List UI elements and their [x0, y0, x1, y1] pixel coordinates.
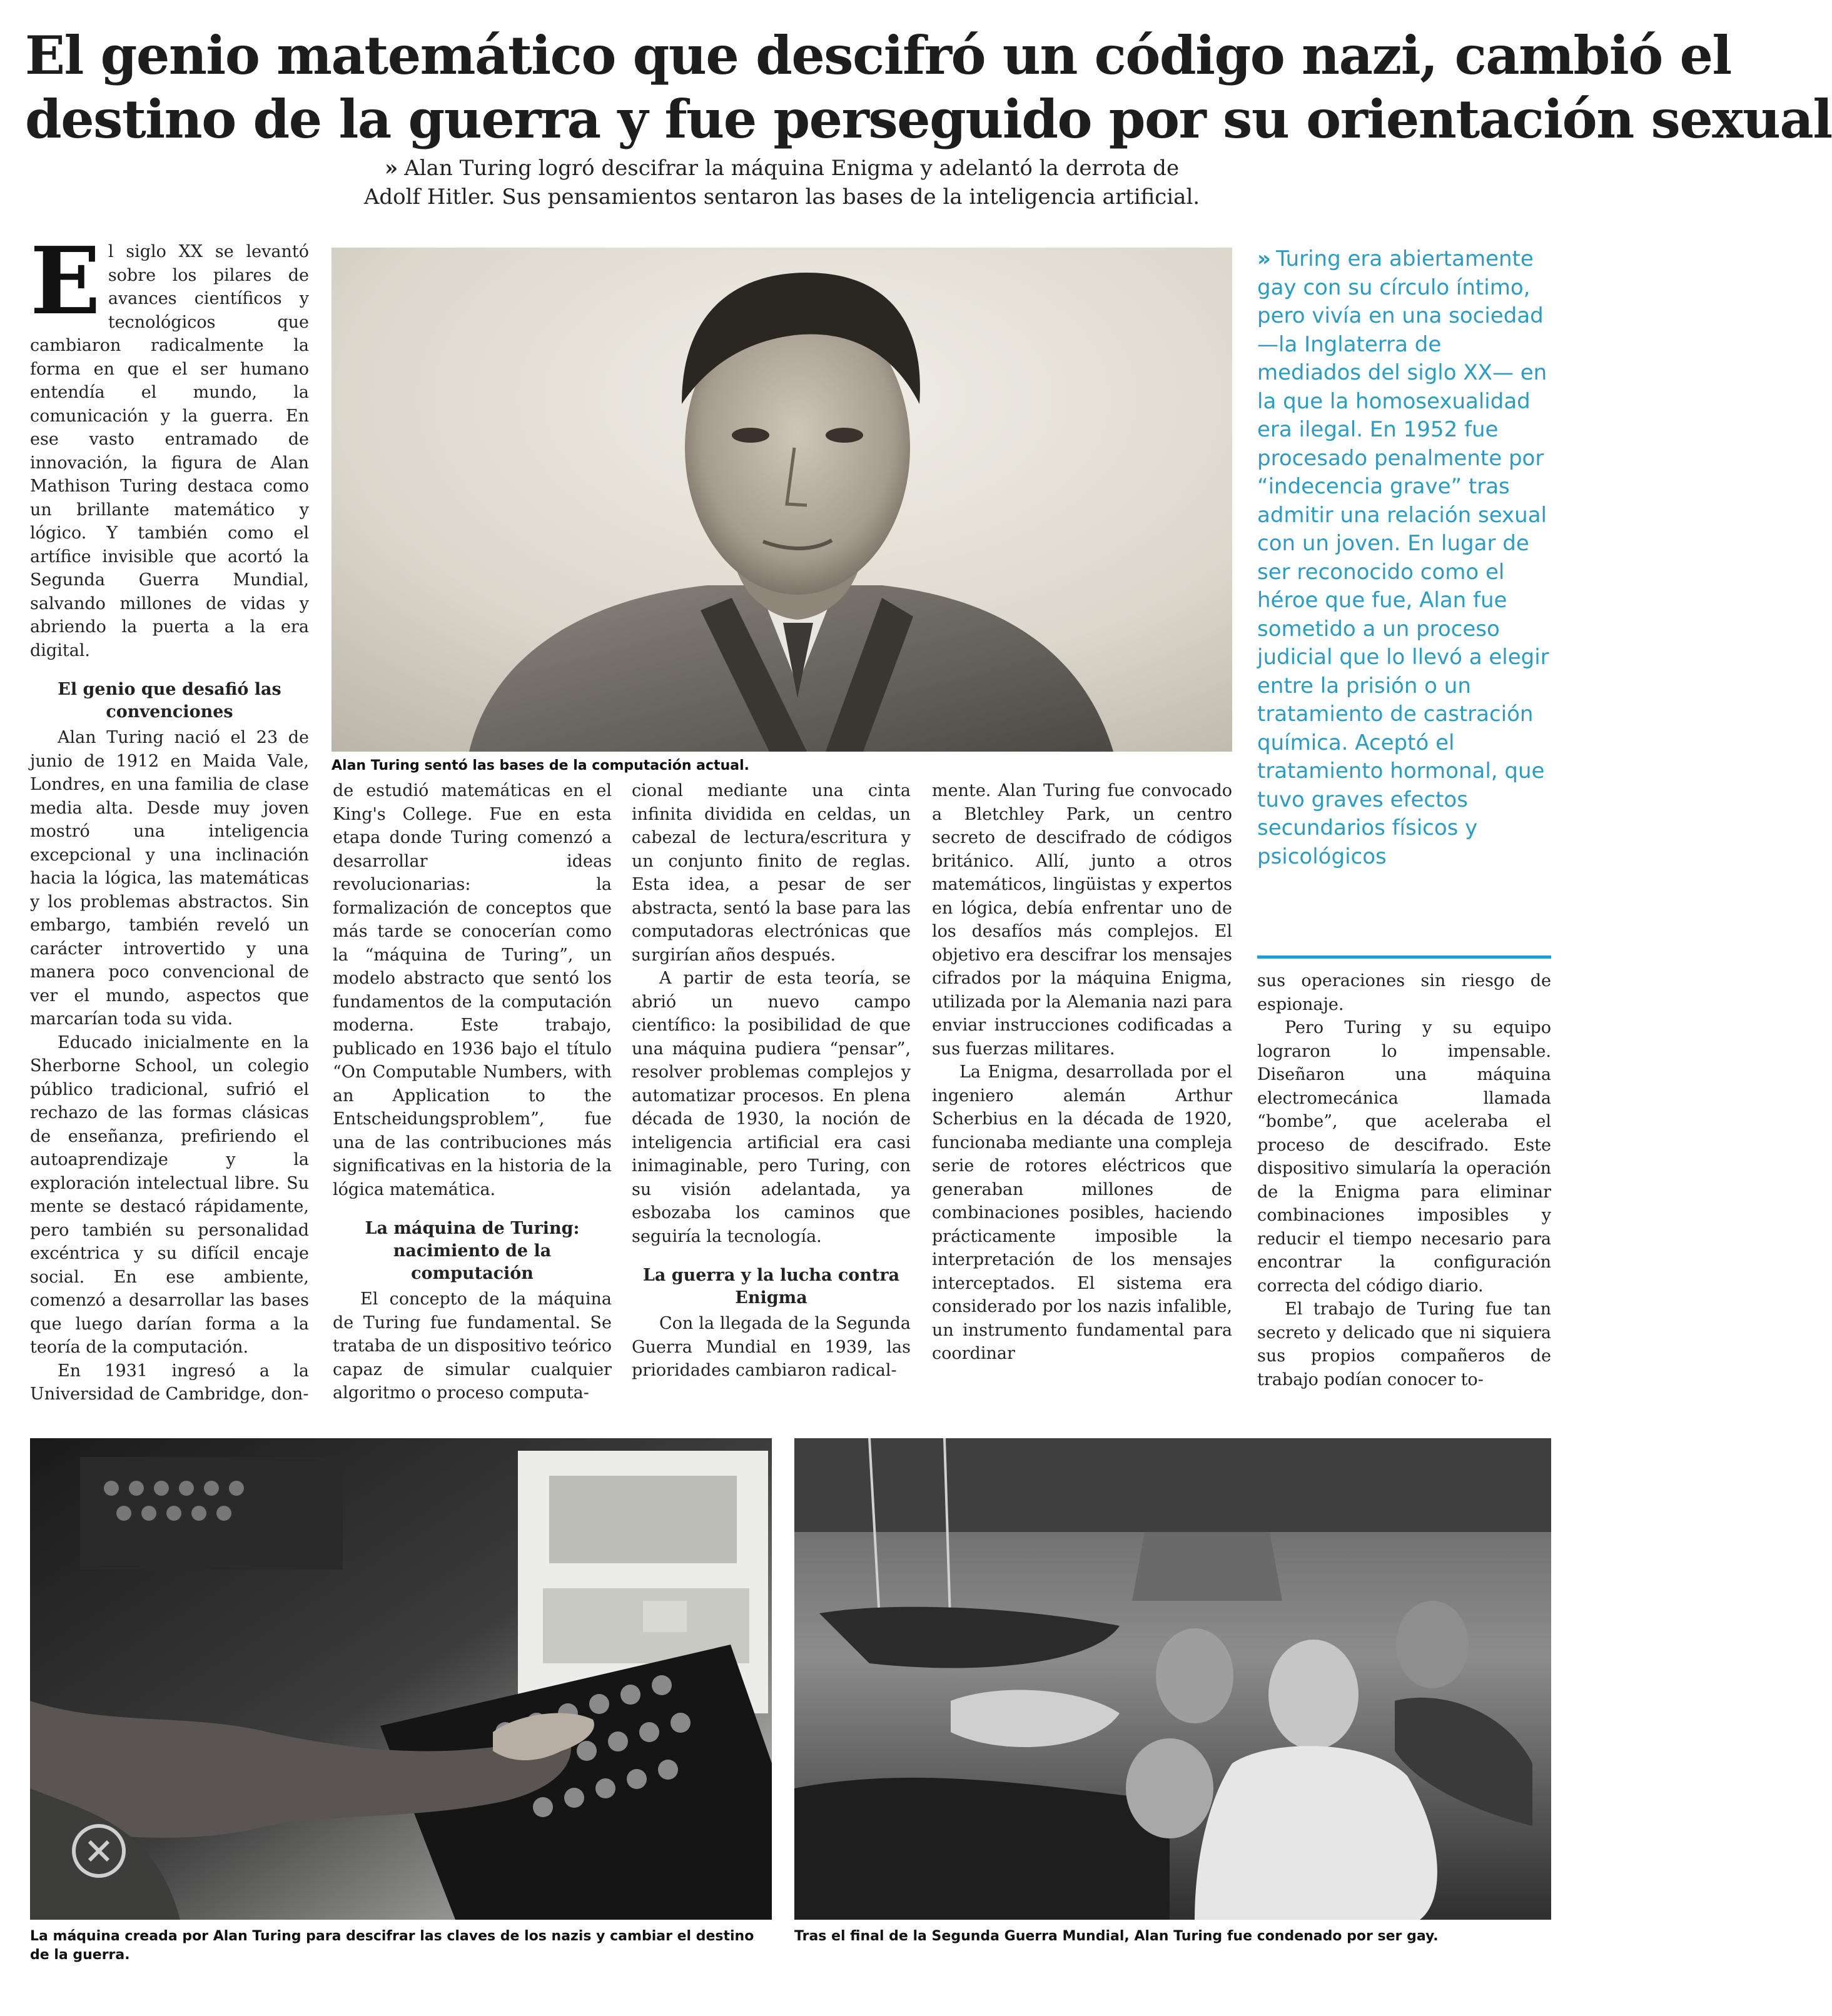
paragraph: Educado inicialmente en la Sherborne School, un colegio público tradicional, sufrió el rechazo de las formas clásicas de enseñanza, prefiriendo el autoaprendizaje y la exploración intelectual libre. Su mente se destacó rápidamente, pero también su personalidad excéntrica y su difícil encaje social. En ese ambiente, comenzó a desarrollar las bases que luego darían forma a la teoría de la computación. [30, 1032, 309, 1357]
subheading-maquina: La máquina de Turing: nacimiento de la computación [365, 1219, 580, 1283]
paragraph: Pero Turing y su equipo lograron lo impensable. Diseñaron una máquina electromecánica llamada “bombe”, que aceleraba el proceso de descifrado. Este dispositivo simularía la operación de la Enigma para eliminar combinaciones imposibles y reducir el tiempo necesario para encontrar la configuración correcta del código diario. [1257, 1018, 1551, 1296]
group-boats-image [794, 1438, 1551, 1920]
paragraph: de estudió matemáticas en el King's College. Fue en esta etapa donde Turing comenzó a desarrollar ideas revolucionarias: la formalización de conceptos que más tarde se conocerían como la “máquina de Turing”, un modelo abstracto que sentó los fundamentos de la computación moderna. Este trabajo, publicado en 1936 bajo el título “On Computable Numbers, with an Application to the Entscheidungsproblem”, fue una de las contribuciones más significativas en la historia de la lógica matemática. [333, 781, 612, 1199]
article-column-2 [333, 779, 612, 1426]
group-caption: Tras el final de la Segunda Guerra Mundial, Alan Turing fue condenado por ser gay. [794, 1928, 1439, 1944]
sidebar-divider [1257, 955, 1551, 959]
deck-line-2: Adolf Hitler. Sus pensamientos sentaron las bases de la inteligencia artificial. [363, 184, 1200, 209]
article-column-1 [30, 226, 309, 1426]
article-column-4 [932, 779, 1232, 1426]
chevron-double-right-icon: » [384, 156, 398, 181]
deck [188, 154, 1376, 211]
paragraph: En 1931 ingresó a la Universidad de Cambridge, don- [30, 1361, 309, 1404]
alan-turing-portrait-image [331, 248, 1232, 752]
paragraph: El trabajo de Turing fue tan secreto y delicado que ni siquiera sus propios compañeros de trabajo podían conocer to- [1257, 1299, 1551, 1389]
deck-line-1 [188, 154, 1376, 183]
group-photo [794, 1438, 1551, 1920]
sidebar-body: Turing era abiertamente gay con su círculo íntimo, pero vivía en una sociedad —la Inglaterra de mediados del siglo XX— en la que la homosexualidad era ilegal. En 1952 fue procesado penalmente por “indecencia grave” tras admitir una relación sexual con un joven. En lugar de ser reconocido como el héroe que fue, Alan fue sometido a un proceso judicial que lo llevó a elegir entre la prisión o un tratamiento de castración química. Aceptó el tratamiento hormonal, que tuvo graves efectos secundarios físicos y psicológicos [1257, 246, 1549, 869]
headline-line-1: El genio matemático que descifró un código nazi, cambió el [25, 24, 1731, 86]
subheading-genio: El genio que desafió las convenciones [58, 680, 281, 722]
drop-cap: E [30, 226, 101, 335]
paragraph: cional mediante una cinta infinita dividida en celdas, un cabezal de lectura/escritura y un conjunto finito de reglas. Esta idea, a pesar de ser abstracta, sentó la base para las computadoras electrónicas que surgirían años después. [632, 781, 911, 965]
sidebar-callout [1257, 245, 1551, 871]
paragraph: A partir de esta teoría, se abrió un nuevo campo científico: la posibilidad de que una máquina pudiera “pensar”, resolver problemas complejos y automatizar procesos. En plena década de 1930, la noción de inteligencia artificial era casi inimaginable, pero Turing, con su visión adelantada, ya esbozaba los caminos que seguiría la tecnología. [632, 969, 911, 1246]
headline [25, 24, 1832, 151]
intro-text: l siglo XX se levantó sobre los pilares de avances científicos y tecnológicos que cambiaron radicalmente la forma en que el ser humano entendía el mundo, la comunicación y la guerra. En ese vasto entramado de innovación, la figura de Alan Mathison Turing destaca como un brillante matemático y lógico. Y también como el artífice invisible que acortó la Segunda Guerra Mundial, salvando millones de vidas y abriendo la puerta a la era digital. [30, 242, 309, 660]
article-column-5 [1257, 969, 1551, 1426]
chevron-double-right-icon: » [1257, 246, 1271, 271]
paragraph: sus operaciones sin riesgo de espionaje. [1257, 971, 1551, 1014]
enigma-machine-image [30, 1438, 772, 1920]
enigma-photo [30, 1438, 772, 1920]
intro-paragraph [30, 226, 309, 662]
sidebar-text [1257, 245, 1551, 871]
portrait-photo [331, 248, 1232, 752]
paragraph: El concepto de la máquina de Turing fue fundamental. Se trataba de un dispositivo teórico capaz de simular cualquier algoritmo o proceso computa- [333, 1289, 612, 1403]
subheading-guerra: La guerra y la lucha contra Enigma [642, 1266, 900, 1308]
deck-text-1: Alan Turing logró descifrar la máquina Enigma y adelantó la derrota de [404, 156, 1180, 181]
portrait-caption: Alan Turing sentó las bases de la computación actual. [331, 758, 749, 774]
article-column-3 [632, 779, 911, 1426]
paragraph: mente. Alan Turing fue convocado a Bletchley Park, un centro secreto de descifrado de códigos británico. Allí, junto a otros matemáticos, lingüistas y expertos en lógica, debía enfrentar uno de los desafíos más complejos. El objetivo era descifrar los mensajes cifrados por la máquina Enigma, utilizada por la Alemania nazi para enviar instrucciones codificadas a sus fuerzas militares. [932, 781, 1232, 1059]
paragraph: Con la llegada de la Segunda Guerra Mundial en 1939, las prioridades cambiaron radical- [632, 1314, 911, 1380]
paragraph: La Enigma, desarrollada por el ingeniero alemán Arthur Scherbius en la década de 1920, funcionaba mediante una compleja serie de rotores eléctricos que generaban millones de combinaciones posibles, haciendo prácticamente imposible la interpretación de los mensajes interceptados. El sistema era considerado por los nazis infalible, un instrumento fundamental para coordinar [932, 1062, 1232, 1363]
headline-line-2: destino de la guerra y fue perseguido por su orientación sexual [25, 88, 1832, 150]
enigma-caption: La máquina creada por Alan Turing para descifrar las claves de los nazis y cambiar el destino de la guerra. [30, 1928, 754, 1963]
paragraph: Alan Turing nació el 23 de junio de 1912 en Maida Vale, Londres, en una familia de clase media alta. Desde muy joven mostró una inteligencia excepcional y una inclinación hacia la lógica, las matemáticas y los problemas abstractos. Sin embargo, también reveló un carácter introvertido y una manera poco convencional de ver el mundo, aspectos que marcarían toda su vida. [30, 728, 309, 1029]
